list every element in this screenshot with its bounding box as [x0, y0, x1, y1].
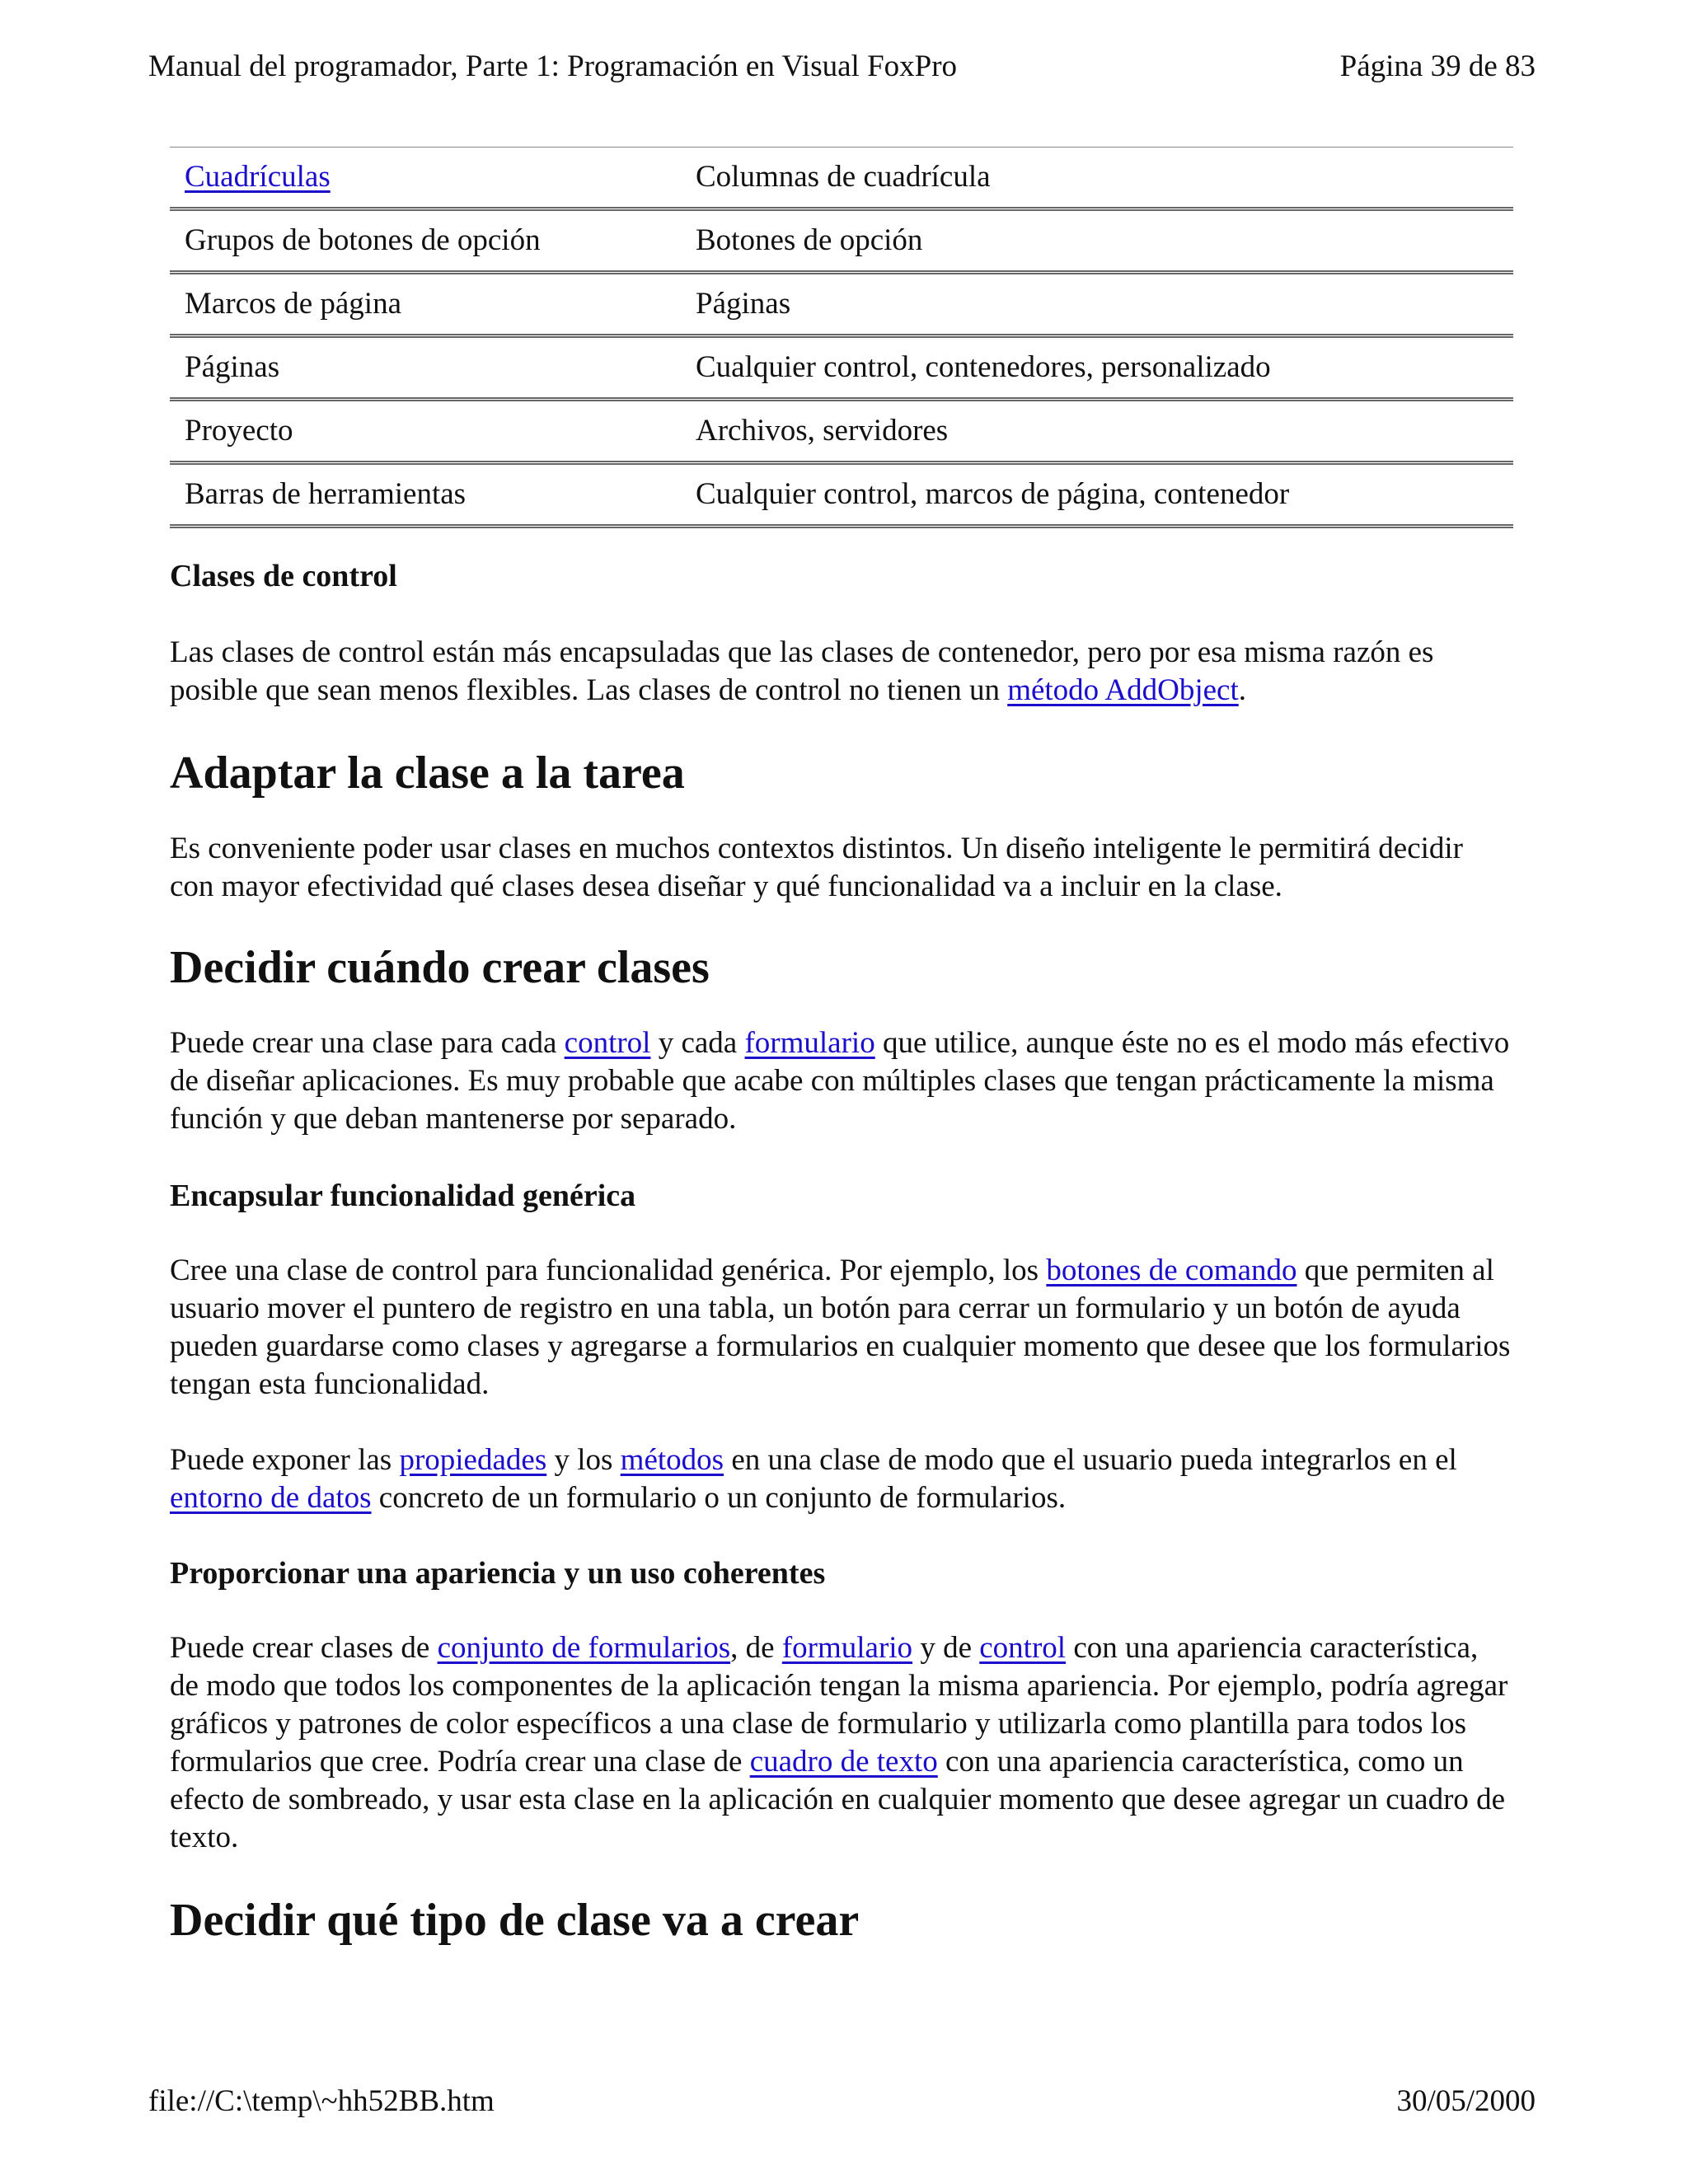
control-classes-heading: Clases de control	[170, 559, 397, 593]
command-buttons-link[interactable]: botones de comando	[1046, 1254, 1297, 1287]
consistent-look-paragraph: Puede crear clases de conjunto de formularios, de formulario y de control con una apariencia característica, de modo que todos los componentes de la aplicación tengan la misma apariencia. Por ejemplo, podría agregar gráficos y patrones de color específicos a una clase de formulario y utilizarla como plantilla para todos los formularios que cree. Podría crear una clase de cuadro de texto con una apariencia característica, como un efecto de sombreado, y usar esta clase en la aplicación en cualquier momento que desee agregar un cuadro de texto.	[170, 1631, 1508, 1854]
table-row	[170, 463, 1513, 527]
adapt-class-heading: Adaptar la clase a la tarea	[170, 748, 685, 799]
addobject-method-link[interactable]: método AddObject	[1007, 673, 1239, 707]
data-environment-link[interactable]: entorno de datos	[170, 1481, 372, 1515]
page-content	[170, 147, 1513, 1949]
page-footer	[148, 2081, 1536, 2122]
encapsulate-paragraph-2: Puede exponer las propiedades y los métodos en una clase de modo que el usuario pueda integrarlos en el entorno de datos concreto de un formulario o un conjunto de formularios.	[170, 1443, 1457, 1515]
table-row	[170, 209, 1513, 273]
consistent-look-heading: Proporcionar una apariencia y un uso coherentes	[170, 1556, 826, 1591]
print-date: 30/05/2000	[1396, 2084, 1536, 2118]
decide-when-heading: Decidir cuándo crear clases	[170, 942, 710, 993]
form-link[interactable]: formulario	[744, 1026, 875, 1060]
table-cell-container[interactable]	[170, 148, 681, 209]
table-row	[170, 148, 1513, 209]
class-type-heading: Decidir qué tipo de clase va a crear	[170, 1895, 860, 1946]
form-link-2[interactable]: formulario	[781, 1631, 913, 1665]
table-cell-contains: Cualquier control, marcos de página, contenedor	[681, 463, 1513, 527]
table-row	[170, 400, 1513, 463]
text-box-link[interactable]: cuadro de texto	[749, 1745, 938, 1779]
table-row	[170, 336, 1513, 400]
table-cell-container: Proyecto	[170, 400, 681, 463]
container-table	[170, 147, 1513, 528]
table-cell-container: Grupos de botones de opción	[170, 209, 681, 273]
table-cell-container: Marcos de página	[170, 273, 681, 336]
methods-link[interactable]: métodos	[620, 1443, 724, 1477]
control-link[interactable]: control	[564, 1026, 651, 1060]
table-cell-contains: Archivos, servidores	[681, 400, 1513, 463]
table-cell-contains: Columnas de cuadrícula	[681, 148, 1513, 209]
control-classes-paragraph: Las clases de control están más encapsuladas que las clases de contenedor, pero por esa misma razón es posible que sean menos flexibles. Las clases de control no tienen un método AddObject.	[170, 635, 1434, 707]
table-row	[170, 273, 1513, 336]
table-cell-contains: Botones de opción	[681, 209, 1513, 273]
table-cell-container: Barras de herramientas	[170, 463, 681, 527]
document-title: Manual del programador, Parte 1: Programación en Visual FoxPro	[148, 49, 958, 83]
decide-when-paragraph: Puede crear una clase para cada control y cada formulario que utilice, aunque éste no es el modo más efectivo de diseñar aplicaciones. Es muy probable que acabe con múltiples clases que tengan prácticamente la misma función y que deban mantenerse por separado.	[170, 1026, 1510, 1136]
form-set-link[interactable]: conjunto de formularios	[437, 1631, 731, 1665]
page-header	[148, 46, 1536, 87]
table-cell-contains: Cualquier control, contenedores, personalizado	[681, 336, 1513, 400]
adapt-class-paragraph: Es conveniente poder usar clases en muchos contextos distintos. Un diseño inteligente le permitirá decidir con mayor efectividad qué clases desea diseñar y qué funcionalidad va a incluir en la clase.	[170, 832, 1463, 903]
table-cell-container: Páginas	[170, 336, 681, 400]
grids-link[interactable]: Cuadrículas	[185, 160, 331, 194]
properties-link[interactable]: propiedades	[399, 1443, 547, 1477]
control-link-2[interactable]: control	[979, 1631, 1067, 1665]
encapsulate-paragraph-1: Cree una clase de control para funcionalidad genérica. Por ejemplo, los botones de comando que permiten al usuario mover el puntero de registro en una tabla, un botón para cerrar un formulario y un botón de ayuda pueden guardarse como clases y agregarse a formularios en cualquier momento que desee que los formularios tengan esta funcionalidad.	[170, 1254, 1511, 1401]
page-number: Página 39 de 83	[1339, 49, 1536, 83]
encapsulate-heading: Encapsular funcionalidad genérica	[170, 1179, 636, 1213]
file-path: file://C:\temp\~hh52BB.htm	[148, 2084, 495, 2118]
table-cell-contains: Páginas	[681, 273, 1513, 336]
